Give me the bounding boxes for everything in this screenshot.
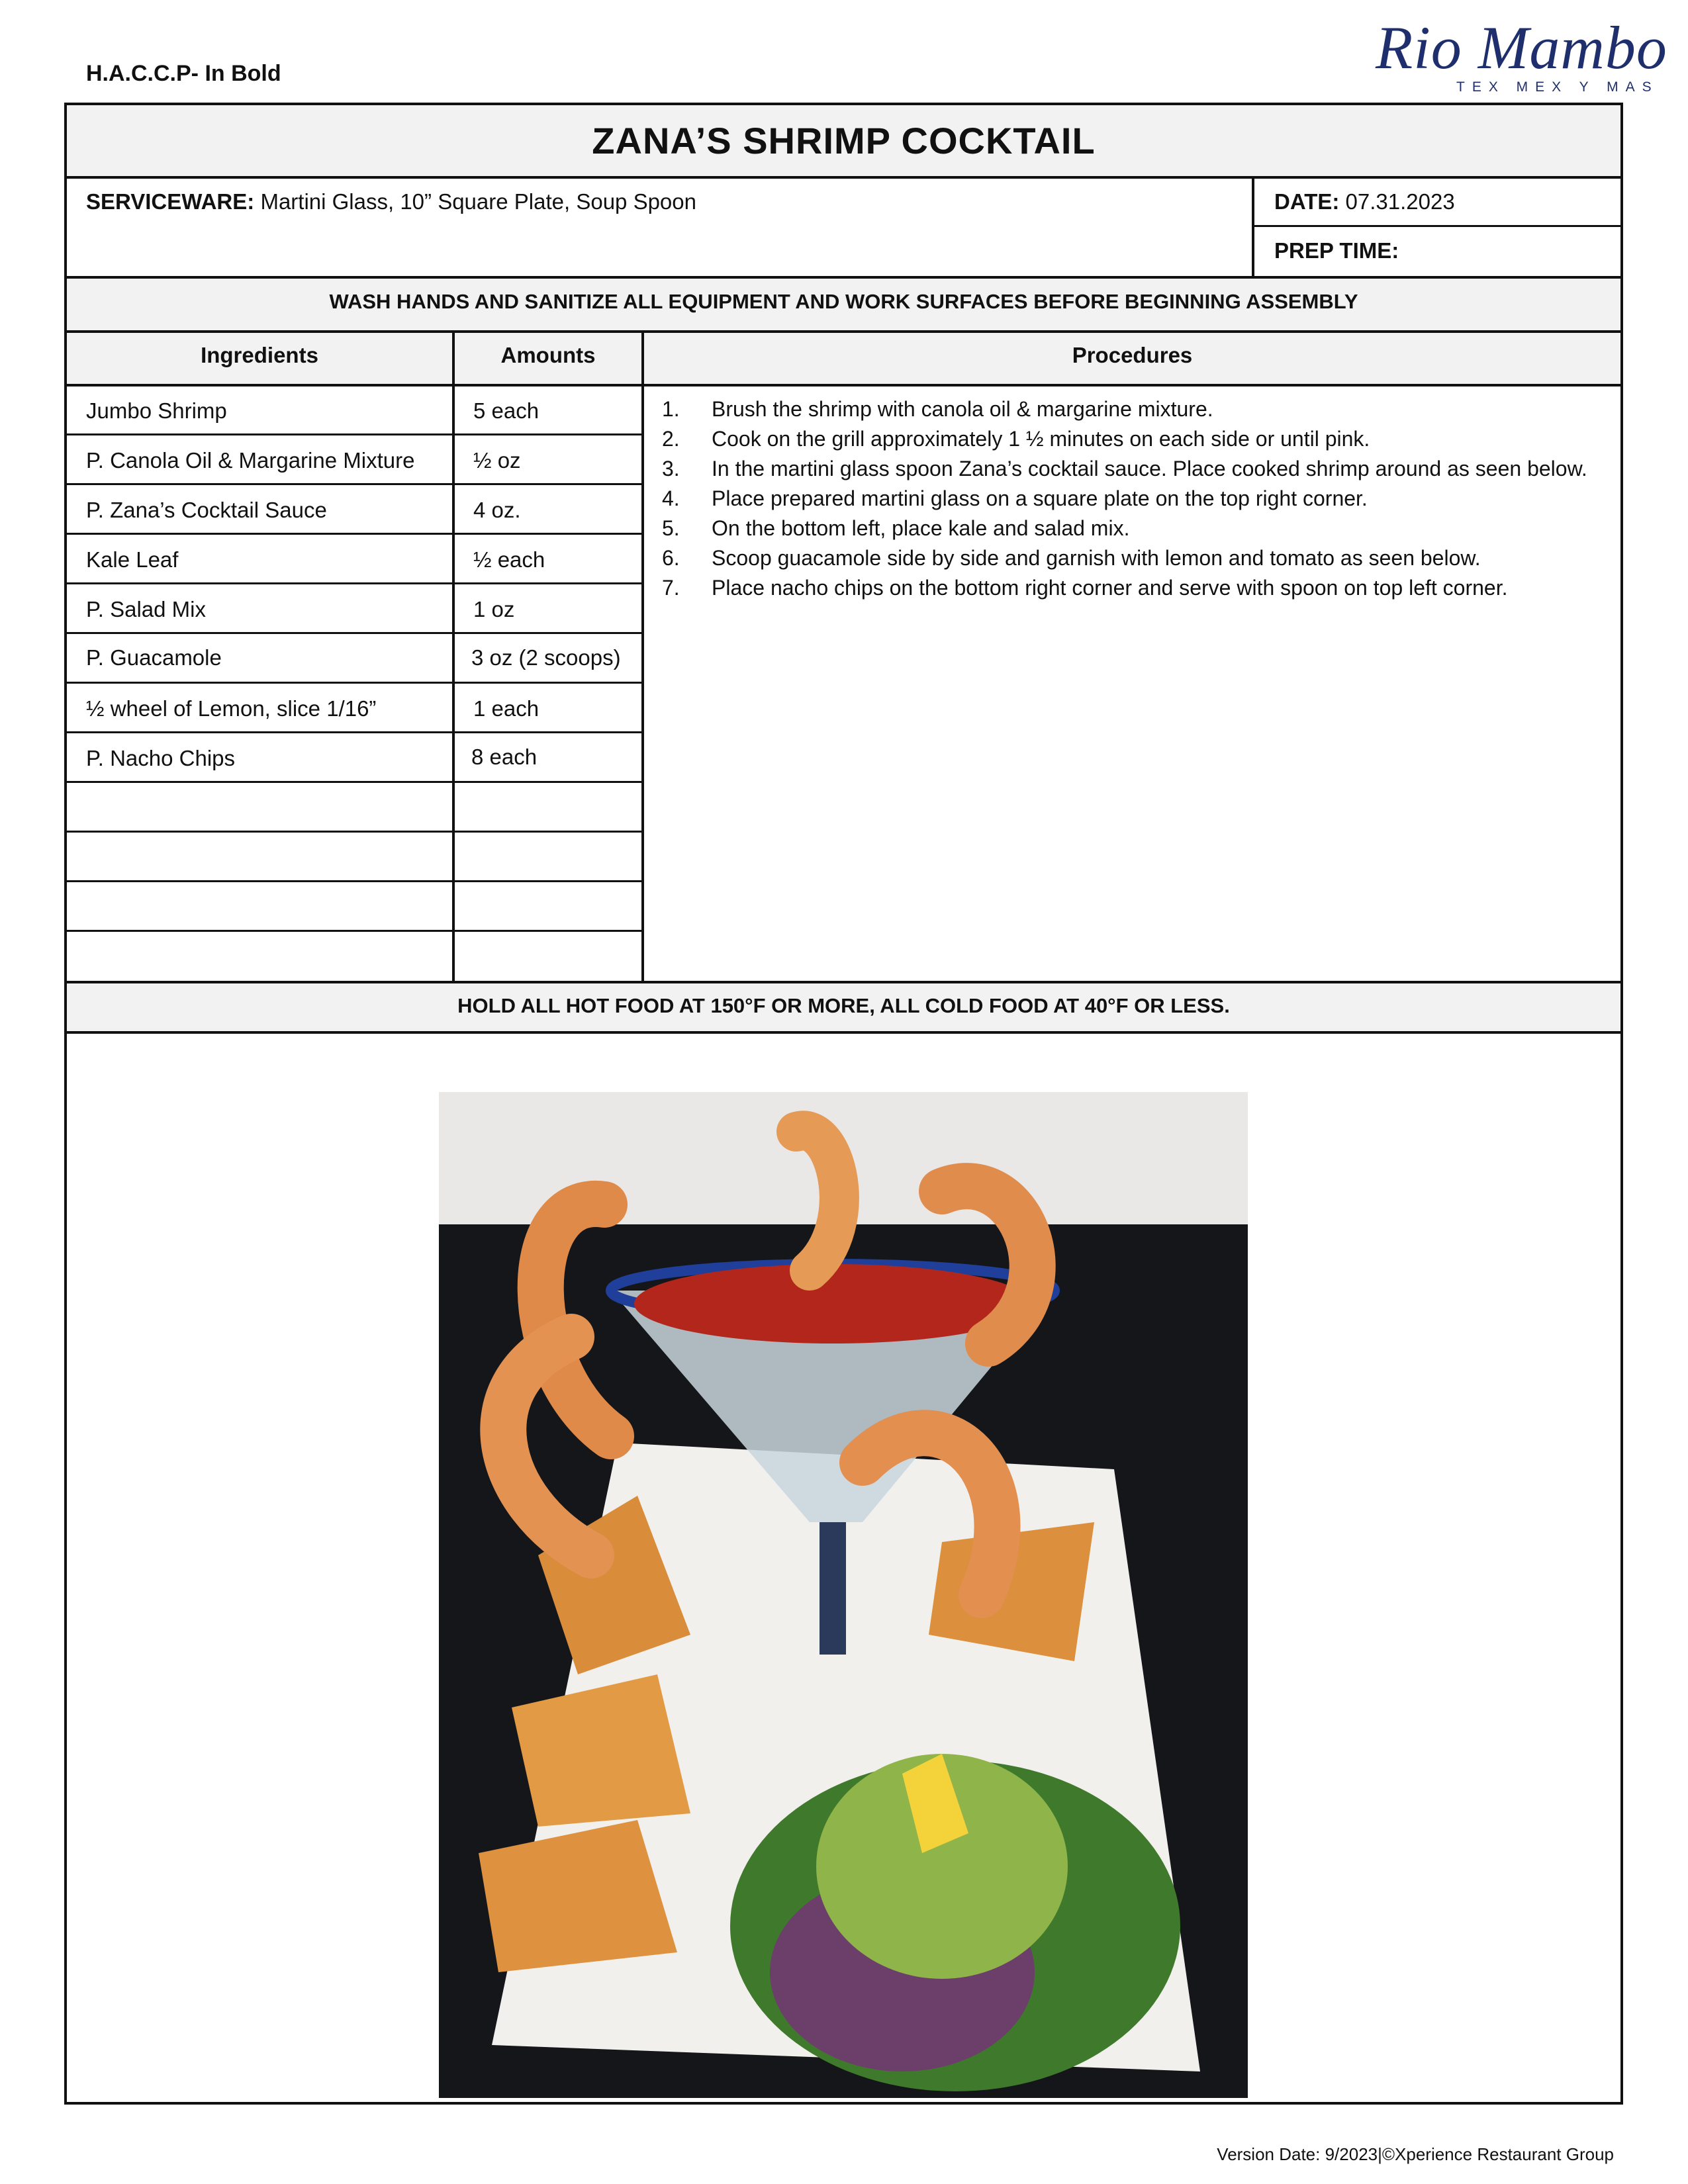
step-number: 7. xyxy=(662,576,680,600)
martini-glass-stem xyxy=(820,1522,846,1655)
step-number: 5. xyxy=(662,516,680,540)
ingredient-amount: 4 oz. xyxy=(473,498,521,522)
rule xyxy=(64,831,643,833)
rule xyxy=(641,330,644,981)
rule xyxy=(64,981,1623,983)
step-number: 2. xyxy=(662,427,680,451)
step-number: 1. xyxy=(662,397,680,421)
wash-hands-banner: WASH HANDS AND SANITIZE ALL EQUIPMENT AND WORK SURFACES BEFORE BEGINNING ASSEMBLY xyxy=(329,290,1358,313)
step-text: Cook on the grill approximately 1 ½ minutes on each side or until pink. xyxy=(712,427,1370,451)
amounts-header: Amounts xyxy=(500,343,596,367)
rule xyxy=(64,930,643,932)
procedures-list xyxy=(655,394,1609,603)
step-number: 3. xyxy=(662,457,680,480)
procedures-header: Procedures xyxy=(1072,343,1193,367)
procedure-step xyxy=(655,514,1609,543)
rule xyxy=(64,276,1623,279)
haccp-note: H.A.C.C.P- In Bold xyxy=(86,61,281,86)
ingredient-name: P. Zana’s Cocktail Sauce xyxy=(86,498,327,522)
ingredients-header: Ingredients xyxy=(201,343,318,367)
date-field xyxy=(1274,189,1455,214)
rule xyxy=(64,880,643,882)
rule xyxy=(64,781,643,783)
ingredient-amount: 1 oz xyxy=(473,597,515,621)
ingredient-amount: ½ oz xyxy=(473,448,521,473)
rule xyxy=(64,582,643,584)
version-footer: Version Date: 9/2023|©Xperience Restaurant Group xyxy=(1217,2144,1614,2164)
procedure-step xyxy=(655,543,1609,573)
serviceware-value: Martini Glass, 10” Square Plate, Soup Spoon xyxy=(260,189,696,214)
step-text: Place nacho chips on the bottom right corner and serve with spoon on top left corner. xyxy=(712,576,1508,600)
procedure-step xyxy=(655,394,1609,424)
rule xyxy=(452,330,455,981)
ingredient-name: Jumbo Shrimp xyxy=(86,398,227,423)
rule xyxy=(64,632,643,634)
ingredient-name: P. Nacho Chips xyxy=(86,746,236,770)
step-text: On the bottom left, place kale and salad mix. xyxy=(712,516,1130,540)
step-number: 6. xyxy=(662,546,680,570)
logo-subtext: TEX MEX Y MAS xyxy=(1456,79,1659,95)
ingredient-name: ½ wheel of Lemon, slice 1/16” xyxy=(86,696,377,721)
serviceware-field xyxy=(86,189,696,214)
ingredient-amount: ½ each xyxy=(473,547,545,572)
rule xyxy=(64,384,1623,387)
plated-dish-illustration xyxy=(439,1092,1248,2098)
procedure-step xyxy=(655,484,1609,514)
ingredient-name: P. Guacamole xyxy=(86,645,222,670)
plated-dish-photo xyxy=(439,1092,1248,2098)
logo-script-text: Rio Mambo xyxy=(1376,14,1667,81)
step-text: Scoop guacamole side by side and garnish with lemon and tomato as seen below. xyxy=(712,546,1481,570)
hold-temperature-banner: HOLD ALL HOT FOOD AT 150°F OR MORE, ALL COLD FOOD AT 40°F OR LESS. xyxy=(457,994,1230,1017)
step-number: 4. xyxy=(662,486,680,510)
rule xyxy=(64,1031,1623,1034)
ingredient-amount: 5 each xyxy=(473,398,539,423)
step-text: Brush the shrimp with canola oil & margarine mixture. xyxy=(712,397,1213,421)
rule xyxy=(64,330,1623,333)
date-value: 07.31.2023 xyxy=(1345,189,1455,214)
rule xyxy=(64,176,1623,179)
rule xyxy=(64,433,643,435)
ingredient-name: Kale Leaf xyxy=(86,547,179,572)
rule xyxy=(64,682,643,684)
procedure-step xyxy=(655,424,1609,454)
rule xyxy=(1252,176,1254,276)
ingredient-amount: 1 each xyxy=(473,696,539,721)
ingredient-name: P. Canola Oil & Margarine Mixture xyxy=(86,448,415,473)
step-text: Place prepared martini glass on a square plate on the top right corner. xyxy=(712,486,1368,510)
ingredient-amount: 3 oz (2 scoops) xyxy=(471,645,621,670)
step-text: In the martini glass spoon Zana’s cocktail sauce. Place cooked shrimp around as seen below. xyxy=(712,457,1587,480)
rule xyxy=(1253,225,1623,227)
prep-time-label: PREP TIME: xyxy=(1274,238,1399,263)
procedure-step xyxy=(655,454,1609,484)
recipe-title: ZANA’S SHRIMP COCKTAIL xyxy=(592,120,1096,161)
date-label: DATE: xyxy=(1274,189,1340,214)
rule xyxy=(64,731,643,733)
ingredient-name: P. Salad Mix xyxy=(86,597,206,621)
rio-mambo-logo xyxy=(1370,14,1667,95)
procedure-step xyxy=(655,573,1609,603)
prep-time-field xyxy=(1274,238,1399,263)
rule xyxy=(64,533,643,535)
ingredient-amount: 8 each xyxy=(471,745,538,769)
serviceware-label: SERVICEWARE: xyxy=(86,189,255,214)
rule xyxy=(64,483,643,485)
